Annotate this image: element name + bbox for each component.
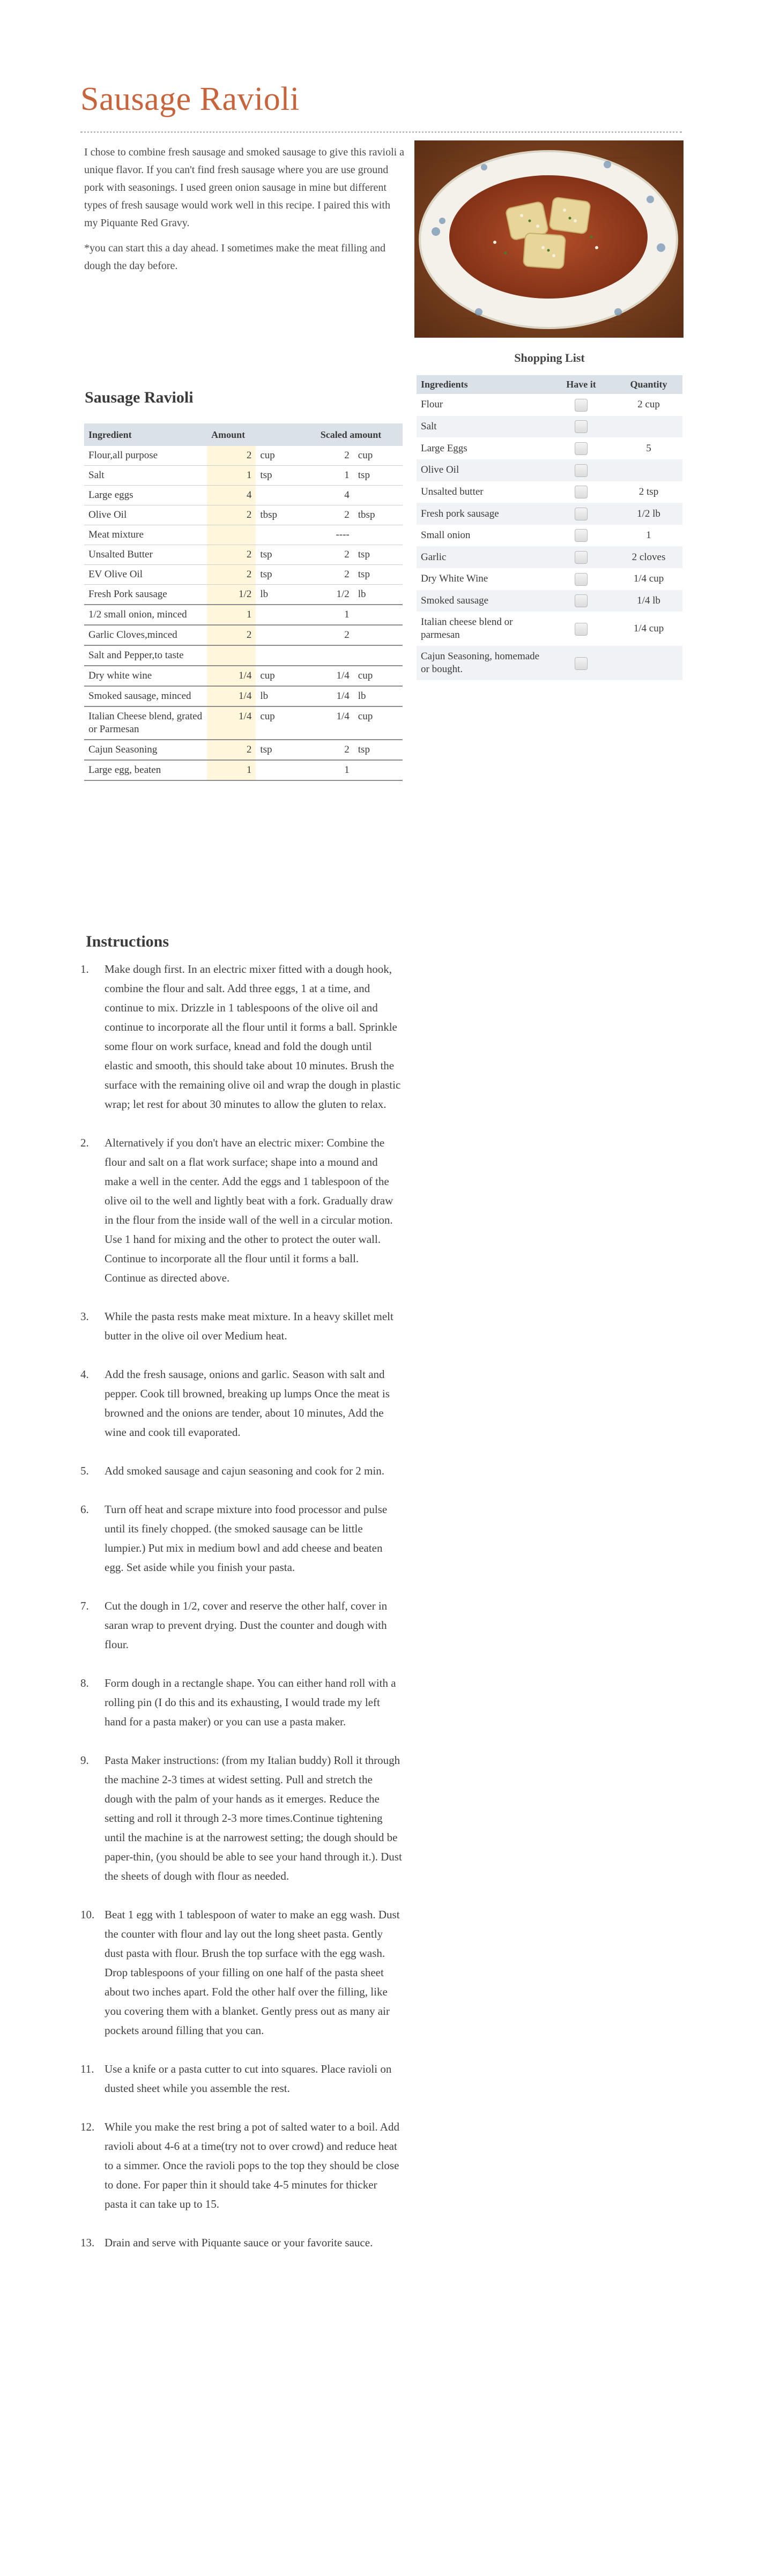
ingredient-row <box>84 605 403 625</box>
scaled-amount: 1 <box>299 466 354 486</box>
instruction-step <box>80 1365 402 1442</box>
shopping-list-row <box>417 646 682 680</box>
ingredient-row <box>84 585 403 605</box>
have-it-checkbox[interactable] <box>575 657 588 670</box>
ingredient-name: Large eggs <box>84 486 207 505</box>
ingredient-amount: 2 <box>207 740 256 760</box>
shopping-list-row <box>417 525 682 547</box>
shopping-list-row <box>417 612 682 646</box>
instruction-step <box>80 2059 402 2098</box>
shopping-item-quantity <box>615 416 682 438</box>
step-number: 8. <box>80 1677 89 1689</box>
ingredient-column-header: Ingredient <box>84 423 207 446</box>
ingredient-name: 1/2 small onion, minced <box>84 605 207 625</box>
step-text: Cut the dough in 1/2, cover and reserve the other half, cover in saran wrap to prevent drying. Dust the counter and dough with flour. <box>105 1599 388 1651</box>
have-it-cell <box>547 503 615 525</box>
step-number: 11. <box>80 2063 94 2075</box>
shopping-list-row <box>417 394 682 416</box>
have-it-cell <box>547 612 615 646</box>
shopping-item-name: Flour <box>421 399 443 411</box>
shopping-item-quantity: 1/2 lb <box>615 503 682 525</box>
step-number: 7. <box>80 1599 89 1612</box>
ingredient-unit: cup <box>256 666 299 686</box>
ingredient-amount: 1/4 <box>207 666 256 686</box>
ingredient-unit <box>256 605 299 625</box>
ingredient-row <box>84 666 403 686</box>
step-number: 10. <box>80 1908 95 1921</box>
amount-column-header: Amount <box>207 423 299 446</box>
have-it-cell <box>547 525 615 547</box>
instruction-step <box>80 1673 402 1731</box>
ingredient-unit: tsp <box>256 466 299 486</box>
shopping-item-name: Salt <box>417 416 547 438</box>
ingredient-name: Cajun Seasoning <box>84 740 207 760</box>
ingredient-amount: 1/4 <box>207 686 256 706</box>
have-it-checkbox[interactable] <box>575 486 588 498</box>
shopping-item-name: Dry White Wine <box>421 573 488 585</box>
scaled-amount: 1/4 <box>299 706 354 740</box>
scaled-unit: tbsp <box>354 505 403 525</box>
scaled-amount-column-header: Scaled amount <box>299 423 403 446</box>
ingredient-row <box>84 545 403 565</box>
instruction-step <box>80 1133 402 1287</box>
scaled-unit: cup <box>354 446 403 466</box>
shopping-item-name: Cajun Seasoning, homemade or bought. <box>417 646 547 680</box>
instruction-step <box>80 959 402 1114</box>
ravioli-photo-illustration <box>414 140 684 338</box>
ingredient-unit: tbsp <box>256 505 299 525</box>
scaled-amount: ---- <box>299 525 354 545</box>
ingredients-table <box>84 423 403 781</box>
ingredient-unit: tsp <box>256 545 299 565</box>
shopping-item-quantity: 2 cup <box>637 399 660 411</box>
shopping-item-name: Garlic <box>417 546 547 568</box>
step-text: Add smoked sausage and cajun seasoning and cook for 2 min. <box>105 1464 384 1477</box>
step-number: 2. <box>80 1136 89 1149</box>
scaled-unit <box>354 605 403 625</box>
instruction-step <box>80 1500 402 1577</box>
shopping-item-name: Small onion <box>421 530 471 541</box>
ingredient-amount: 1/2 <box>207 585 256 605</box>
instructions-title: Instructions <box>86 933 169 950</box>
step-number: 13. <box>80 2236 95 2249</box>
scaled-amount: 2 <box>299 625 354 645</box>
ingredient-amount: 2 <box>207 545 256 565</box>
have-it-checkbox[interactable] <box>575 399 588 412</box>
ingredient-unit <box>256 486 299 505</box>
step-number: 12. <box>80 2120 95 2133</box>
scaled-unit <box>354 525 403 545</box>
scaled-unit <box>354 625 403 645</box>
shopping-ingredients-header: Ingredients <box>417 375 547 394</box>
ingredient-row <box>84 760 403 780</box>
ingredient-row <box>84 706 403 740</box>
have-it-cell <box>547 568 615 590</box>
have-it-cell <box>547 437 615 459</box>
ingredient-row <box>84 446 403 466</box>
title-divider <box>80 131 682 133</box>
scaled-amount: 1/2 <box>299 585 354 605</box>
scaled-unit: tsp <box>354 740 403 760</box>
scaled-unit: lb <box>354 686 403 706</box>
ingredient-row <box>84 740 403 760</box>
have-it-checkbox[interactable] <box>575 508 588 520</box>
have-it-checkbox[interactable] <box>575 464 588 477</box>
scaled-amount: 4 <box>299 486 354 505</box>
scaled-amount: 1 <box>299 605 354 625</box>
instruction-step <box>80 1307 402 1345</box>
shopping-item-quantity: 1/4 cup <box>633 623 664 635</box>
ingredient-name: Large egg, beaten <box>84 760 207 780</box>
ingredient-unit: tsp <box>256 565 299 585</box>
shopping-list-row <box>417 590 682 612</box>
scaled-amount: 2 <box>299 565 354 585</box>
shopping-list-header-row <box>417 375 682 394</box>
step-number: 9. <box>80 1754 89 1767</box>
scaled-unit: lb <box>354 585 403 605</box>
shopping-item-quantity <box>615 459 682 481</box>
ingredient-amount: 1 <box>207 466 256 486</box>
ingredients-table-title: Sausage Ravioli <box>85 389 194 406</box>
scaled-amount: 1/4 <box>299 666 354 686</box>
shopping-item-quantity: 5 <box>646 442 651 454</box>
step-text: Alternatively if you don't have an electric mixer: Combine the flour and salt on a flat work surface; shape into a mound and make a well in the center. Add the eggs and 1 tablespoon of the olive oil to the well and lightly beat with a fork. Gradually draw in the flour from the inside wall of the well in a circular motion. Use 1 hand for mixing and the other to protect the outer wall. Continue to incorporate all the flour until it forms a ball. Continue as directed above. <box>105 1136 393 1284</box>
scaled-unit: tsp <box>354 545 403 565</box>
scaled-unit: cup <box>354 666 403 686</box>
step-text: Add the fresh sausage, onions and garlic. Season with salt and pepper. Cook till browned, breaking up lumps Once the meat is browned and the onions are tender, about 10 minutes, Add the wine and cook till evaporated. <box>105 1368 390 1439</box>
shopping-quantity-header: Quantity <box>615 375 682 394</box>
step-number: 4. <box>80 1368 89 1381</box>
ingredient-unit: cup <box>256 706 299 740</box>
instructions-list <box>80 959 402 2272</box>
step-number: 1. <box>80 963 89 976</box>
shopping-item-name: Large Eggs <box>421 442 467 454</box>
ingredient-name: EV Olive Oil <box>84 565 207 585</box>
shopping-item-name: Smoked sausage <box>417 590 547 612</box>
scaled-amount: 1 <box>299 760 354 780</box>
ingredients-table-body <box>84 446 403 780</box>
ingredient-unit <box>256 645 299 666</box>
have-it-cell <box>547 394 615 416</box>
shopping-list-row <box>417 416 682 438</box>
shopping-item-quantity <box>615 646 682 680</box>
intro-note: *you can start this a day ahead. I sometimes make the meat filling and dough the day before. <box>84 242 386 272</box>
shopping-item-quantity: 1/4 lb <box>615 590 682 612</box>
shopping-item-quantity: 1 <box>646 530 651 541</box>
ingredient-row <box>84 625 403 645</box>
ingredient-unit: cup <box>256 446 299 466</box>
step-text: While the pasta rests make meat mixture. In a heavy skillet melt butter in the olive oil over Medium heat. <box>105 1310 393 1342</box>
ingredient-name: Italian Cheese blend, grated or Parmesan <box>84 706 207 740</box>
shopping-list-row <box>417 459 682 481</box>
ingredient-name: Flour,all purpose <box>84 446 207 466</box>
have-it-checkbox[interactable] <box>575 594 588 607</box>
step-text: Use a knife or a pasta cutter to cut into squares. Place ravioli on dusted sheet while you assemble the rest. <box>105 2063 392 2095</box>
have-it-cell <box>547 590 615 612</box>
shopping-list-row <box>417 546 682 568</box>
ingredient-row <box>84 505 403 525</box>
ingredient-name: Dry white wine <box>84 666 207 686</box>
ingredient-amount: 2 <box>207 446 256 466</box>
ingredient-amount: 2 <box>207 565 256 585</box>
ingredient-amount: 1 <box>207 760 256 780</box>
instruction-step <box>80 1596 402 1654</box>
shopping-item-quantity: 2 cloves <box>615 546 682 568</box>
step-text: Drain and serve with Piquante sauce or your favorite sauce. <box>105 2236 373 2249</box>
have-it-cell <box>547 646 615 680</box>
ingredient-unit <box>256 625 299 645</box>
scaled-amount <box>299 645 354 666</box>
ingredient-name: Garlic Cloves,minced <box>84 625 207 645</box>
ingredient-unit <box>256 760 299 780</box>
ingredient-amount: 2 <box>207 625 256 645</box>
ingredient-name: Fresh Pork sausage <box>84 585 207 605</box>
ingredient-row <box>84 645 403 666</box>
step-text: Make dough first. In an electric mixer fitted with a dough hook, combine the flour and salt. Add three eggs, 1 at a time, and continue to mix. Drizzle in 1 tablespoons of the olive oil and continue to incorporate all the flour until it forms a ball. Sprinkle some flour on work surface, knead and fold the dough until elastic and smooth, this should take about 10 minutes. Brush the surface with the remaining olive oil and wrap the dough in plastic wrap; let rest for about 30 minutes to allow the gluten to relax. <box>105 963 401 1111</box>
ravioli-photo <box>414 140 684 338</box>
ingredient-unit: lb <box>256 686 299 706</box>
ingredient-amount <box>207 525 256 545</box>
ingredient-name: Olive Oil <box>84 505 207 525</box>
have-it-cell <box>547 481 615 503</box>
ingredient-amount: 2 <box>207 505 256 525</box>
ingredient-name: Unsalted Butter <box>84 545 207 565</box>
shopping-list-table <box>417 375 682 680</box>
ingredient-unit: tsp <box>256 740 299 760</box>
ingredient-amount: 1/4 <box>207 706 256 740</box>
scaled-unit <box>354 760 403 780</box>
shopping-item-name: Olive Oil <box>417 459 547 481</box>
ingredient-unit <box>256 525 299 545</box>
have-it-checkbox[interactable] <box>575 442 588 455</box>
intro-paragraph: I chose to combine fresh sausage and smoked sausage to give this ravioli a unique flavor. If you can't find fresh sausage where you are use ground pork with seasonings. I used green onion sausage in mine but different types of fresh sausage would work well in this recipe. I paired this with my Piquante Red Gravy. <box>84 146 405 229</box>
have-it-cell <box>547 459 615 481</box>
shopping-list-row <box>417 481 682 503</box>
scaled-amount: 2 <box>299 505 354 525</box>
shopping-have-header: Have it <box>547 375 615 394</box>
have-it-checkbox[interactable] <box>575 623 588 636</box>
instruction-step <box>80 2233 402 2252</box>
step-text: While you make the rest bring a pot of salted water to a boil. Add ravioli about 4-6 at a time(try not to over crowd) and reduce heat to a simmer. Once the ravioli pops to the top they should be close to done. For paper thin it should take 4-5 minutes for thicker pasta it can take up to 15. <box>105 2120 399 2210</box>
instruction-step <box>80 1751 402 1886</box>
scaled-amount: 1/4 <box>299 686 354 706</box>
ingredients-header-row <box>84 423 403 446</box>
scaled-amount: 2 <box>299 740 354 760</box>
have-it-checkbox[interactable] <box>575 420 588 433</box>
ingredient-name: Meat mixture <box>84 525 207 545</box>
shopping-item-quantity: 2 tsp <box>638 486 659 497</box>
ingredient-unit: lb <box>256 585 299 605</box>
step-number: 3. <box>80 1310 89 1323</box>
have-it-checkbox[interactable] <box>575 551 588 564</box>
ingredient-name: Salt <box>84 466 207 486</box>
step-text: Turn off heat and scrape mixture into food processor and pulse until its finely chopped. (the smoked sausage can be little lumpier.) Put mix in medium bowl and add cheese and beaten egg. Set aside while you finish your pasta. <box>105 1503 388 1574</box>
ingredient-row <box>84 565 403 585</box>
have-it-checkbox[interactable] <box>575 529 588 542</box>
shopping-list-row <box>417 568 682 590</box>
step-text: Pasta Maker instructions: (from my Italian buddy) Roll it through the machine 2-3 times at widest setting. Pull and stretch the dough with the palm of your hands as it emerges. Reduce the setting and roll it through 2-3 more times.Continue tightening until the machine is at the narrowest setting; the dough should be paper-thin, (you should be able to see your hand through it.). Dust the sheets of dough with flour as needed. <box>105 1754 402 1882</box>
shopping-item-name: Unsalted butter <box>421 486 484 497</box>
ingredient-name: Salt and Pepper,to taste <box>84 645 207 666</box>
ingredient-row <box>84 525 403 545</box>
scaled-unit: tsp <box>354 565 403 585</box>
scaled-unit: tsp <box>354 466 403 486</box>
scaled-unit <box>354 486 403 505</box>
ingredient-row <box>84 466 403 486</box>
shopping-list-row <box>417 437 682 459</box>
instruction-step <box>80 2117 402 2214</box>
ingredient-row <box>84 686 403 706</box>
step-number: 6. <box>80 1503 89 1516</box>
shopping-list-caption: Shopping List <box>514 351 585 364</box>
ingredient-amount: 1 <box>207 605 256 625</box>
have-it-checkbox[interactable] <box>575 573 588 586</box>
ingredient-name: Smoked sausage, minced <box>84 686 207 706</box>
shopping-list-row <box>417 503 682 525</box>
scaled-unit: cup <box>354 706 403 740</box>
ingredient-amount: 4 <box>207 486 256 505</box>
shopping-item-name: Fresh pork sausage <box>417 503 547 525</box>
scaled-amount: 2 <box>299 545 354 565</box>
have-it-cell <box>547 416 615 438</box>
step-number: 5. <box>80 1464 89 1477</box>
shopping-item-name: Italian cheese blend or parmesan <box>421 616 513 641</box>
ingredient-amount <box>207 645 256 666</box>
instruction-step <box>80 1461 402 1480</box>
ingredient-row <box>84 486 403 505</box>
intro-text <box>84 144 406 282</box>
step-text: Form dough in a rectangle shape. You can either hand roll with a rolling pin (I do this and its exhausting, I would trade my left hand for a pasta maker) or you can use a pasta maker. <box>105 1677 396 1728</box>
instruction-step <box>80 1905 402 2040</box>
scaled-amount: 2 <box>299 446 354 466</box>
scaled-unit <box>354 645 403 666</box>
page-title: Sausage Ravioli <box>80 81 300 117</box>
shopping-list-body <box>417 394 682 680</box>
step-text: Beat 1 egg with 1 tablespoon of water to make an egg wash. Dust the counter with flour and lay out the long sheet pasta. Gently dust pasta with flour. Brush the top surface with the egg wash. Drop tablespoons of your filling on one half of the pasta sheet about two inches apart. Fold the other half over the filling, like you covering them with a blanket. Gently press out as many air pockets around filling that you can. <box>105 1908 400 2037</box>
shopping-item-quantity: 1/4 cup <box>633 573 664 585</box>
have-it-cell <box>547 546 615 568</box>
